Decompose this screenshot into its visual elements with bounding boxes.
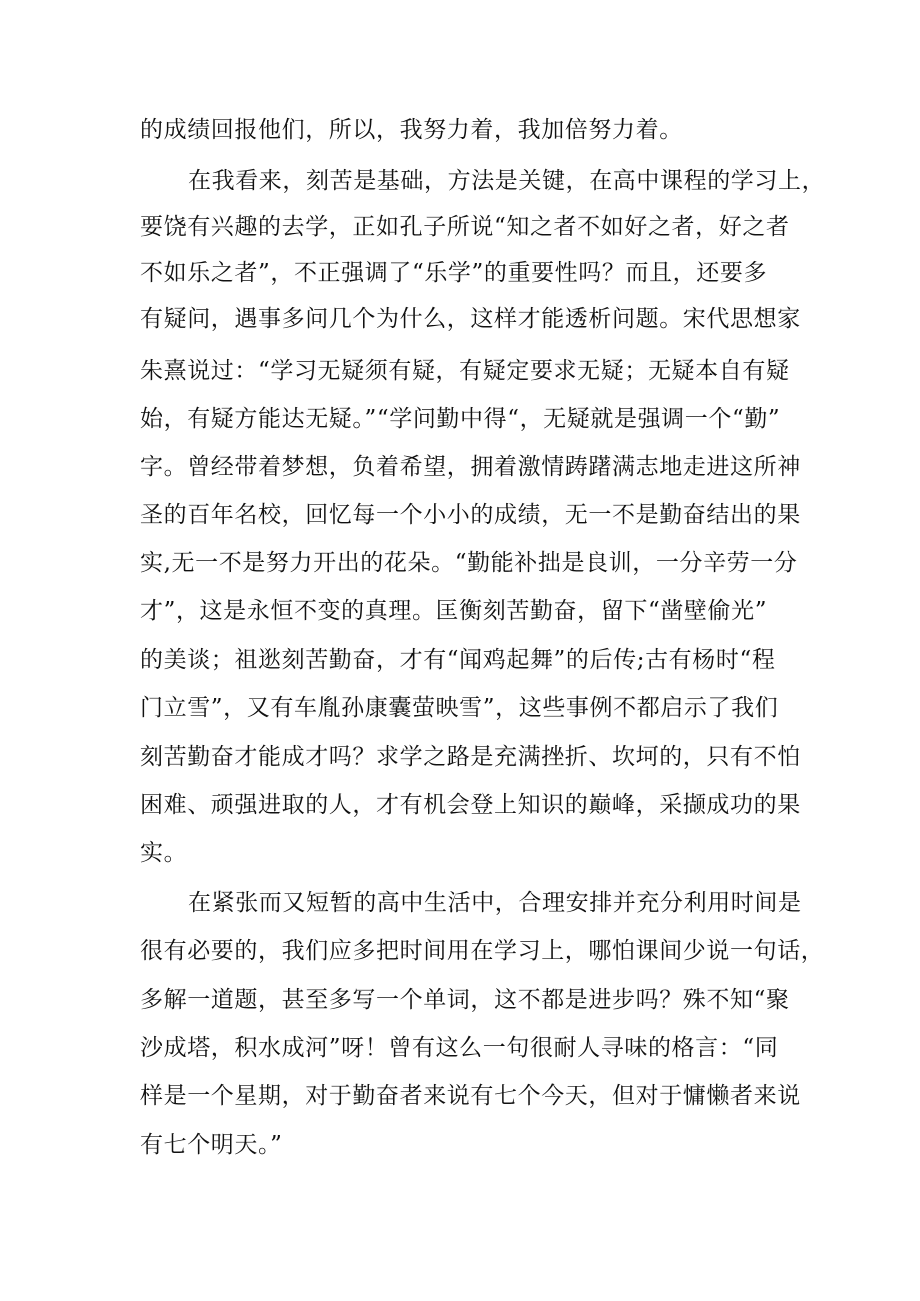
text-line: 有疑问，遇事多问几个为什么，这样才能透析问题。宋代思想家 [140, 306, 801, 332]
text-line: 才”，这是永恒不变的真理。匡衡刻苦勤奋，留下“凿壁偷光” [140, 598, 768, 624]
text-line: 字。曾经带着梦想，负着希望，拥着激情踌躇满志地走进这所神 [140, 454, 801, 480]
text-line: 不如乐之者”，不正强调了“乐学”的重要性吗？而且，还要多 [140, 260, 768, 286]
text-line: 困难、顽强进取的人，才有机会登上知识的巅峰，采撷成功的果 [140, 792, 801, 818]
text-line: 刻苦勤奋才能成才吗？求学之路是充满挫折、坎坷的，只有不怕 [140, 744, 801, 770]
paragraph-first-line: 在我看来，刻苦是基础，方法是关键，在高中课程的学习上， [188, 168, 826, 194]
text-line: 实,无一不是努力开出的花朵。“勤能补拙是良训，一分辛劳一分 [140, 550, 798, 576]
text-line: 多解一道题，甚至多写一个单词，这不都是进步吗？殊不知“聚 [140, 987, 790, 1013]
text-line: 有七个明天。” [140, 1132, 283, 1158]
text-line: 要饶有兴趣的去学，正如孔子所说“知之者不如好之者，好之者 [140, 214, 790, 240]
paragraph-first-line: 在紧张而又短暂的高中生活中，合理安排并充分利用时间是 [188, 890, 802, 916]
text-line: 沙成塔，积水成河”呀！曾有这么一句很耐人寻味的格言：“同 [140, 1035, 779, 1061]
text-line: 朱熹说过：“学习无疑须有疑，有疑定要求无疑；无疑本自有疑 [140, 358, 790, 384]
text-line: 实。 [140, 840, 188, 866]
text-line: 门立雪”，又有车胤孙康囊萤映雪”，这些事例不都启示了我们 [140, 695, 779, 721]
text-line: 的成绩回报他们，所以，我努力着，我加倍努力着。 [140, 117, 683, 143]
text-line: 圣的百年名校，回忆每一个小小的成绩，无一不是勤奋结出的果 [140, 502, 801, 528]
text-line: 很有必要的，我们应多把时间用在学习上，哪怕课间少说一句话， [140, 938, 825, 964]
text-line: 样是一个星期，对于勤奋者来说有七个今天，但对于慵懒者来说 [140, 1083, 801, 1109]
text-line: 始，有疑方能达无疑。”“学问勤中得“，无疑就是强调一个“勤” [140, 406, 781, 432]
text-line: 的美谈；祖逖刻苦勤奋，才有“闻鸡起舞”的后传;古有杨时“程 [140, 647, 776, 673]
